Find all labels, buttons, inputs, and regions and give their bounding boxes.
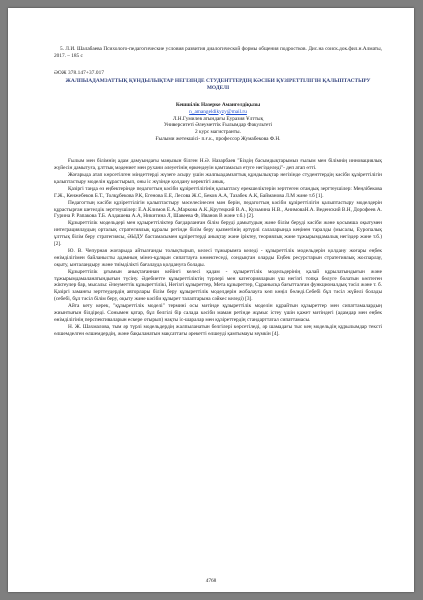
body-paragraph: Айта кету керек, "құзыреттілік моделі" термині осы мәтінде құзыреттілік моделін құрайтын құзыреттер мен сипаттамалардың жиынтығын білдіреді. Сонымен қатар, бұл белгілі бір салада кәсіби маман ретінде жұмыс істеу үшін қажет мәтіндегі (адамдар мен еңбек өнімділігінің перспективаларын ескере отырып) нақты іс-шаралар мен құзіреттердің стандарттатал сипаттамасы. [54, 303, 382, 323]
body-paragraph: Жоғарыда атап көрсетілген міндеттерді жүзеге асыру үшін жалпыадамзаттық құндылықтар негізінде студенттердің кәсіби құзіреттілігін қалыптастыру моделін құрастырып, оны іс жүзінде қолдану керектігі анық. [54, 171, 382, 185]
reference-entry: 5. Л.И. Шалабаева Психолого-педагогические условия развития диалогической формы общения подростков. Дис.на соиск.док.фил.н.Алматы, 2017. – 185 с [54, 46, 382, 59]
udc-code: ӘОЖ 378.147+37.017 [54, 69, 105, 76]
author-name: Кешшілік Назерке Амангелдіқызы [175, 101, 261, 108]
page-number: 4768 [205, 578, 217, 584]
body-paragraph: Педагогтың кәсіби құзіреттілігін қалыптастыру мәселесінесен мән берін, педагогтың кәсіби құзіреттілігін қалыптастыру моделдерін құрастырған шетелдік зерттеушілер: Е.А.Климов Е.А.,Маркова А.К.,Крутецкий В.А., Кузьмина Н.В., АнимоваН.А. Веденский В.Н, Дорофеев А. Гурина Р. Рапакова Т.Б. Алдашева А.А, Никитина Л, Шавеева Ф, Иванов В және т.б.) [2]. [54, 199, 382, 220]
author-email-link[interactable]: n_amangeldikyzy@mail.ru [189, 108, 247, 115]
body-paragraph: Н. Ж. Шахмалова, тым әр түрлі модельдердің жалпыланатын белгілері көрсетіледі, әр шамадағы тыс кең модельдің құрылымдар тексті өлшемделген өлшемдердің, және бақыланатын мақсаттағы әрекетті өлшеуді қамтымауы мүмкін [4]. [54, 323, 382, 337]
section-gap [54, 143, 382, 158]
body-paragraph: Құзыреттілік модельдері мен құзыреттіліктер бағдарланған білім беруді дамытудың және білім беруді кәсіби және қосымша оқытумен интеграциялаудың орталық стратегиялық құралы ретінде білім беру қызметінің әртүрлі салаларында кеңінен таралды (мысалы, Еуропалық ұлттық білім беру стратегиясы, ӘЫДУ бастамасымен құзіреттерді анықтау және іріктеу, теориялық және тұжырымдамалық негіздер және т.б.) [2]. [54, 220, 382, 248]
document-page [8, 8, 414, 592]
body-paragraph: Құзыреттілік ұғымын анықтағаннан кейінгі келесі қадам - құзыреттілік модельдерінің қалай құрылатындығын және тұжырымдамаланатындығын түсіну. Әдебиетте құзыреттіліктің түрлері мен категорияларын үш негізгі топқа бөлуге болатын көптеген жіктеулер бар, мысалы: Әлеуметтік құзыреттілікі, Негізгі құзыреттер, Мета құзыреттер, Сұранысқа бағытталған функционалдық тәсіл және т. б. Қазіргі заманғы зерттеудердің авторлары білім беру құзыреттілік моделдерін жобалауға көп көңіл бөледі.Себебі бұл тәсіл жүйелі болады (себебі, бұл тәсіл білім беру, оқыту және кәсіби құзырет талаптарына сәйкес келеді) [3]. [54, 268, 382, 303]
affiliation-line: Л.Н.Гумилев атындағы Еуразия Ұлттық [172, 115, 264, 122]
affiliation-line: Университеті Әлеуметтік Ғылымдар Факультеті [163, 122, 273, 129]
affiliation-line: 2 курс магистранты. [195, 129, 241, 136]
body-paragraph: Ю. В. Чепурная жоғарыда айтылғанды толықтырып, келесі тұжырымға келеді - құзыреттілік модельдерін қолдану жоғары еңбек өнімділігімен байланысты адамның мінез-құлқын сипаттауға көмектеседі, сондықтан оларды Еңбек ресурстарын стратегиялық жоспарлау, оқыту, ынталандыру және тиімділікті бағалауда қолдануға болады. [54, 247, 382, 268]
body-paragraph: Ғылым мен білімнің адам дамуындағы маңызын білген Н.Ә. Назарбаев "Біздің басымдықтарымыз ғылым мен білімнің инновациялық жүйесін дамытуға, ұлттық мәдениет мен рухани әлеуетінің өркендеуін қамтамасыз етуге негізделеді"- деп атап өтті. [54, 158, 382, 172]
affiliation-line: Ғылыми жетекшісі- п.ғ.к., профессор Жумабекова Ф.Н. [155, 136, 281, 143]
page-content [54, 46, 382, 338]
article-title: ЖАЛПЫАДАМЗАТТЫҚ ҚҰНДЫЛЫҚТАР НЕГІЗІНДЕ СТУДЕНТТЕРДІҢ КӘСІБИ ҚҰЗІРЕТТІЛІГІН ҚАЛЫПТАСТЫРУ МОДЕЛІ [65, 77, 371, 91]
body-paragraph: Қазіргі таңда өз еңбектерінде педагогтың кәсіби құзіреттілігінің қалыптасу ерекшеліктерін зерттеген отандық зерттеушілер: Меңлібекова Г.Ж., Кенжебеков Б.Т., Толқұбекова Р.К, Егенова Е.Е, Лесова Ж.С, Беков А.А, Тазабек А.К, Байманова Л.М және т.б [1]. [54, 185, 382, 199]
